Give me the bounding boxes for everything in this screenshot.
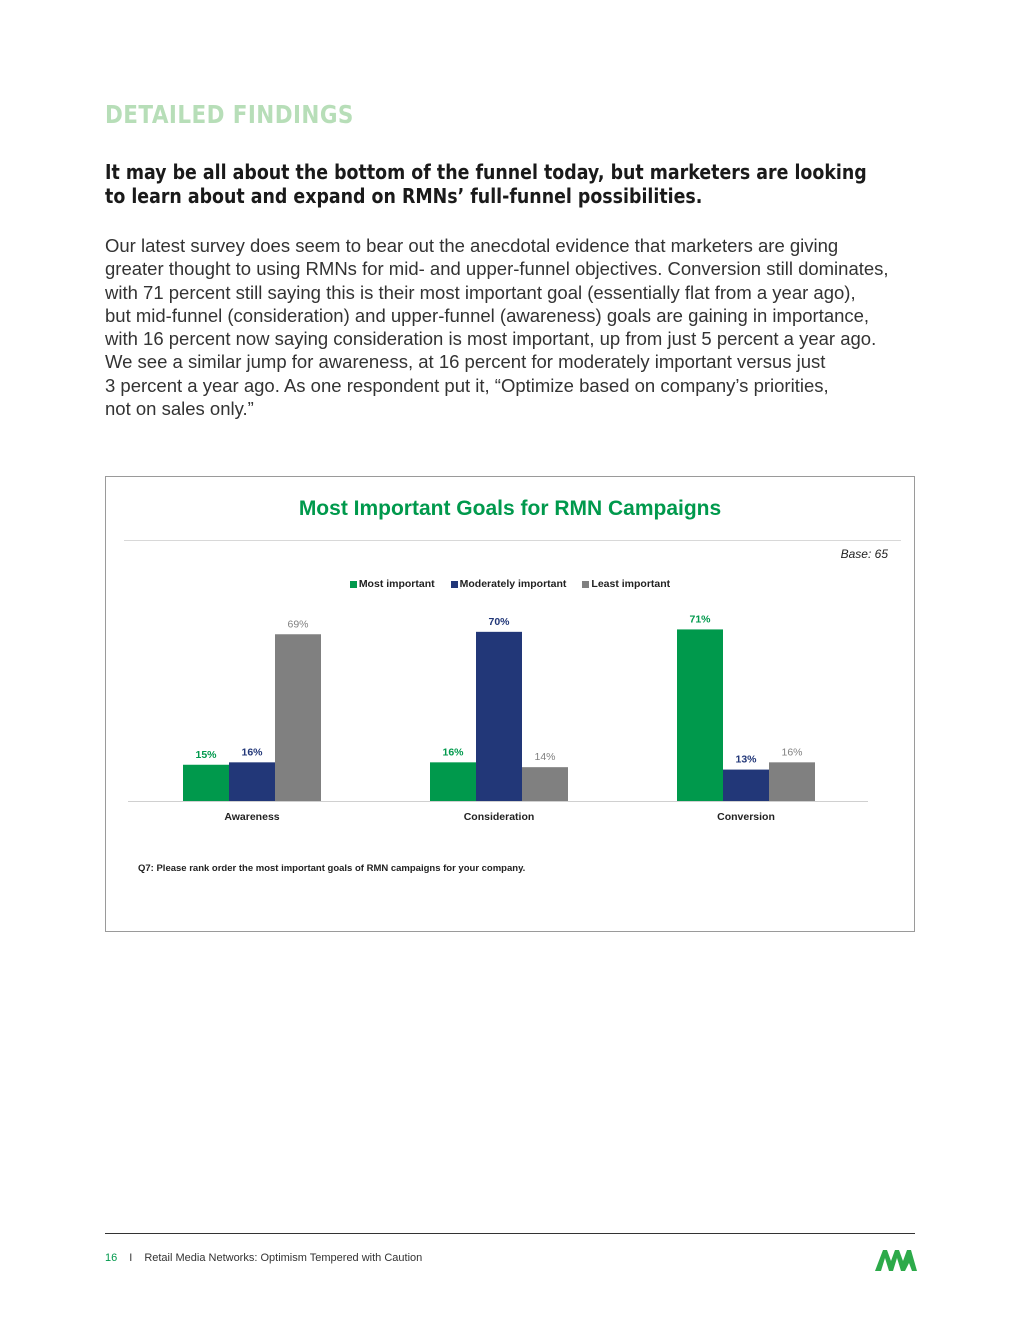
data-label: 14% bbox=[534, 751, 556, 764]
data-label: 13% bbox=[735, 753, 757, 766]
bar-moderately-important-consideration bbox=[476, 632, 522, 801]
page-footer bbox=[105, 1252, 422, 1264]
document-title: Retail Media Networks: Optimism Tempered with Caution bbox=[144, 1252, 423, 1264]
body-line: with 71 percent still saying this is their most important goal (essentially flat from a year ago), bbox=[105, 281, 856, 303]
bar-least-important-conversion bbox=[769, 762, 815, 801]
bar-most-important-awareness bbox=[183, 765, 229, 801]
body-line: with 16 percent now saying consideration is most important, up from just 5 percent a year ago. bbox=[105, 328, 877, 350]
data-label: 16% bbox=[442, 746, 464, 759]
bar-most-important-conversion bbox=[677, 629, 723, 801]
legend-label: Least important bbox=[591, 578, 671, 590]
bar-moderately-important-conversion bbox=[723, 770, 769, 801]
data-label: 71% bbox=[689, 613, 711, 626]
footer-divider bbox=[105, 1233, 915, 1234]
chart-title: Most Important Goals for RMN Campaigns bbox=[298, 497, 722, 520]
bar-least-important-consideration bbox=[522, 767, 568, 801]
data-label: 70% bbox=[488, 615, 510, 628]
body-line: 3 percent a year ago. As one respondent put it, “Optimize based on company’s priorities, bbox=[105, 374, 829, 396]
legend-label: Most important bbox=[358, 578, 435, 590]
page-number: 16 bbox=[105, 1252, 118, 1264]
data-label: 69% bbox=[287, 618, 309, 631]
body-line: Our latest survey does seem to bear out the anecdotal evidence that marketers are giving bbox=[105, 235, 839, 256]
data-label: 15% bbox=[195, 748, 217, 761]
body-line: greater thought to using RMNs for mid- and upper-funnel objectives. Conversion still dominates, bbox=[105, 258, 889, 280]
x-tick-label: Conversion bbox=[717, 811, 775, 823]
bar-least-important-awareness bbox=[275, 634, 321, 801]
footer-separator: I bbox=[129, 1252, 133, 1264]
chart-footnote: Q7: Please rank order the most important goals of RMN campaigns for your company. bbox=[138, 863, 526, 874]
bar-moderately-important-awareness bbox=[229, 762, 275, 801]
headline-line: to learn about and expand on RMNs’ full-funnel possibilities. bbox=[105, 184, 703, 208]
data-label: 16% bbox=[781, 746, 803, 759]
legend-label: Moderately important bbox=[459, 578, 567, 590]
x-tick-label: Awareness bbox=[224, 811, 280, 823]
body-line: but mid-funnel (consideration) and upper-funnel (awareness) goals are gaining in importance, bbox=[105, 304, 870, 326]
base-note: Base: 65 bbox=[840, 547, 888, 561]
headline bbox=[105, 160, 867, 208]
chart-panel bbox=[105, 476, 915, 932]
body-line: not on sales only.” bbox=[105, 398, 254, 420]
headline-line: It may be all about the bottom of the funnel today, but marketers are looking bbox=[105, 160, 867, 184]
body-line: We see a similar jump for awareness, at 16 percent for moderately important versus just bbox=[105, 351, 826, 373]
data-label: 16% bbox=[241, 746, 263, 759]
body-paragraph bbox=[105, 234, 925, 420]
ana-logo-icon bbox=[874, 1244, 918, 1272]
section-title: DETAILED FINDINGS bbox=[105, 100, 354, 129]
bar-most-important-consideration bbox=[430, 762, 476, 801]
x-tick-label: Consideration bbox=[463, 811, 535, 823]
